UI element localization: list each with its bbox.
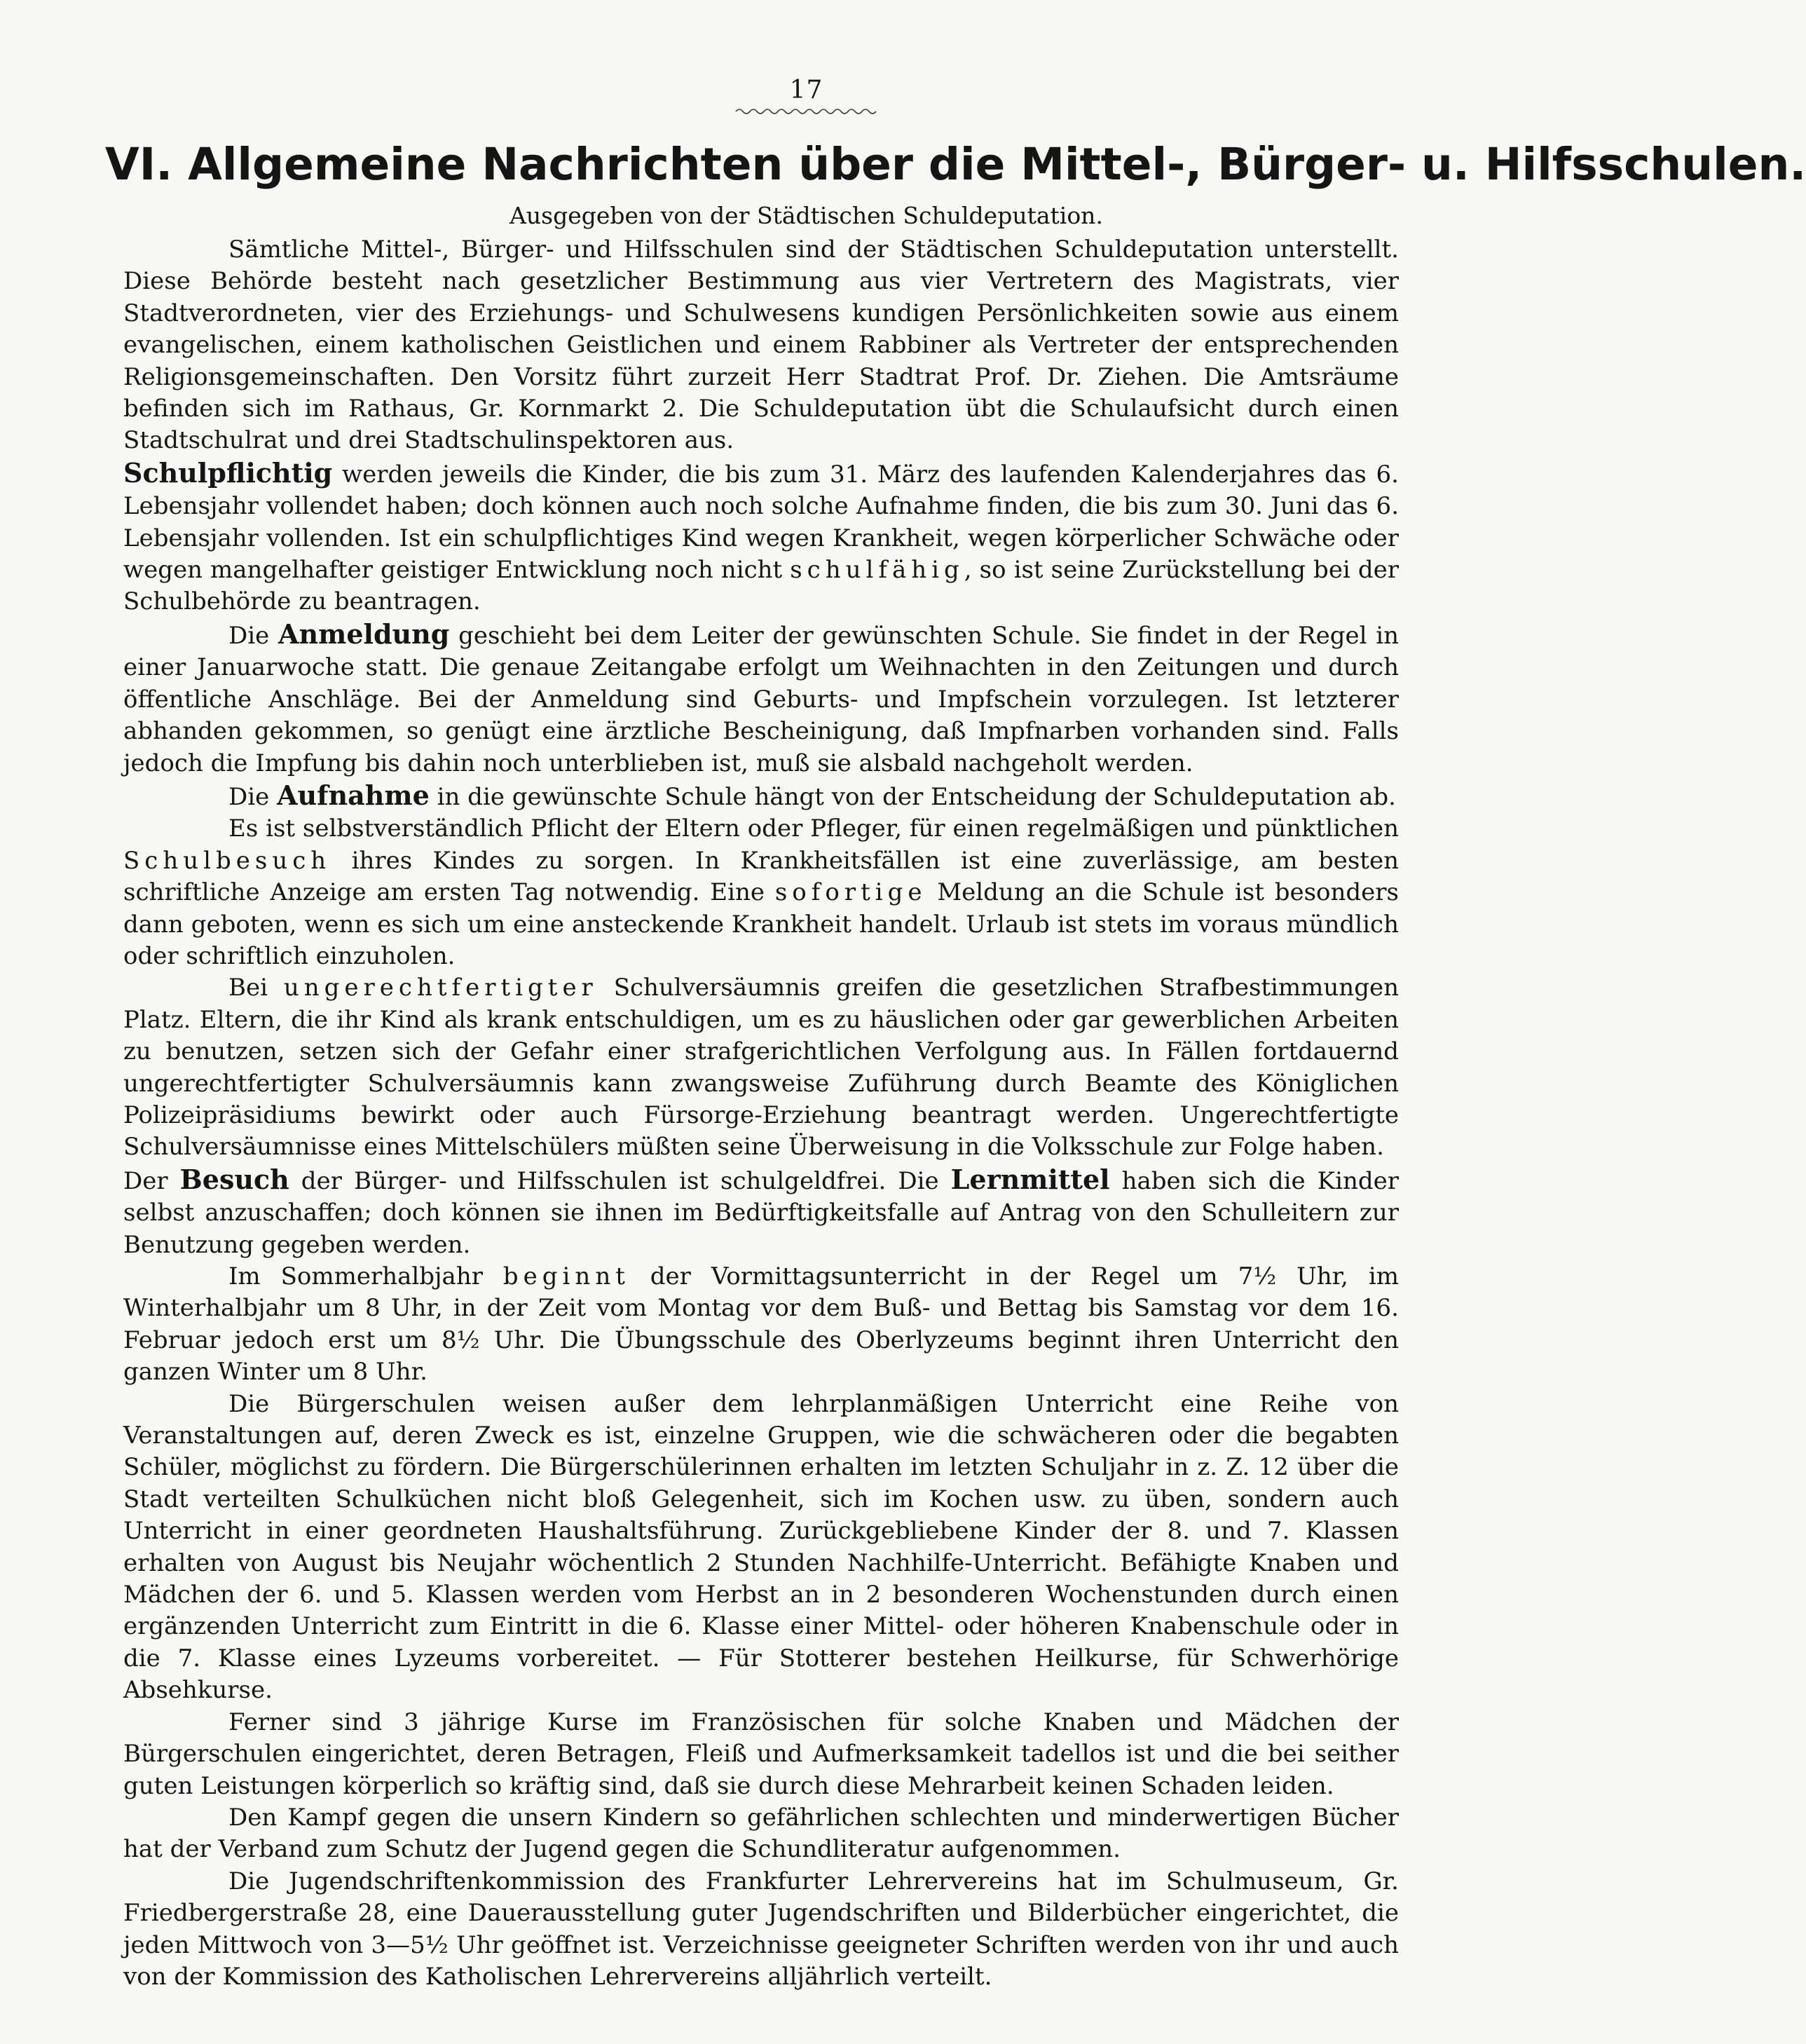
paragraph-text: Die — [228, 621, 279, 650]
paragraph-text: der Vormittagsunterricht in der Regel um 7½ Uhr, im Winterhalbjahr um 8 Uhr, in der Zeit vom Montag vor dem Buß- und Bettag bis Samstag vor dem 16. Februar jedoch erst um 8½ Uhr. Die Übungsschule des Oberlyzeums beginnt ihren Unterricht den ganzen Winter um 8 Uhr. — [123, 1262, 1399, 1386]
paragraph-text: Der — [123, 1166, 180, 1195]
paragraph-text: Es ist selbstverständlich Pflicht der Eltern oder Pfleger, für einen regelmäßigen und pünktlichen — [228, 815, 1399, 843]
paragraph-text: Bei — [228, 974, 284, 1002]
spaced-term: ungerechtfertigter — [283, 974, 598, 1002]
wavy-rule-ornament — [736, 107, 876, 116]
lead-term-schulpflichtig: Schulpflichtig — [123, 456, 333, 489]
paragraph-text: , so ist seine Zurückstellung bei der Schulbehörde zu beantragen. — [123, 556, 1399, 616]
paragraph-fees — [123, 1164, 1399, 1261]
lead-term-anmeldung: Anmeldung — [278, 618, 450, 650]
paragraph-authority: Sämtliche Mittel-, Bürger- und Hilfsschulen sind der Städtischen Schuldeputation unterstellt. Diese Behörde besteht nach gesetzlicher Bestimmung aus vier Vertretern des Magistrats, vier Stadtverordneten, vier des Erziehungs- und Schulwesens kundigen Persönlichkeiten sowie aus einem evangelischen, einem katholischen Geistlichen und einem Rabbiner als Vertreter der entsprechenden Religionsgemeinschaften. Den Vorsitz führt zurzeit Herr Stadtrat Prof. Dr. Ziehen. Die Amtsräume befinden sich im Rathaus, Gr. Kornmarkt 2. Die Schuldeputation übt die Schulaufsicht durch einen Stadtschulrat und drei Stadtschulinspektoren aus. — [123, 236, 1399, 455]
paragraph-text: Die — [228, 782, 278, 811]
spaced-term: beginnt — [502, 1262, 630, 1290]
paragraph-text: der Bürger- und Hilfsschulen ist schulgeldfrei. Die — [289, 1166, 951, 1195]
paragraph-text: Im Sommerhalbjahr — [228, 1262, 503, 1290]
body-text — [123, 234, 1399, 1993]
spaced-term: Schulbesuch — [123, 846, 331, 875]
paragraph-text: werden jeweils die Kinder, die bis zum 31. März des laufenden Kalenderjahres das 6. Lebensjahr vollendet haben; doch können auch noch solche Aufnahme finden, die bis zum 30. Juni das 6. Lebensjahr vollenden. Ist ein schulpflichtiges Kind wegen Krankheit, wegen körperlicher Schwäche oder wegen mangelhafter geistiger Entwicklung noch nicht — [123, 460, 1399, 585]
paragraph-literature: Den Kampf gegen die unsern Kindern so gefährlichen schlechten und minderwertigen Bücher hat der Verband zum Schutz der Jugend gegen die Schundliteratur aufgenommen. — [123, 1803, 1399, 1864]
paragraph-attendance — [123, 813, 1399, 972]
paragraph-text: haben sich die Kinder selbst anzuschaffen; doch können sie ihnen im Bedürftigkeitsfalle auf Antrag von den Schulleitern zur Benutzung gegeben werden. — [123, 1166, 1399, 1259]
paragraph-text: Schulversäumnis greifen die gesetzlichen Strafbestimmungen Platz. Eltern, die ihr Kind als krank entschuldigen, um es zu häuslichen oder gar gewerblichen Arbeiten zu benutzen, setzen sich der Gefahr einer strafgerichtlichen Verfolgung aus. In Fällen fortdauernd ungerechtfertigter Schulversäumnis kann zwangsweise Zuführung durch Beamte des Königlichen Polizeipräsidiums bewirkt oder auch Fürsorge-Erziehung beantragt werden. Ungerechtfertigte Schulversäumnisse eines Mittelschülers müßten seine Überweisung in die Volksschule zur Folge haben. — [123, 974, 1399, 1161]
paragraph-youth-books: Die Jugendschriftenkommission des Frankfurter Lehrervereins hat im Schulmuseum, Gr. Friedbergerstraße 28, eine Dauerausstellung guter Jugendschriften und Bilderbücher eingerichtet, die jeden Mittwoch von 3—5½ Uhr geöffnet ist. Verzeichnisse geeigneter Schriften werden von ihr und auch von der Kommission des Katholischen Lehrervereins alljährlich verteilt. — [123, 1867, 1399, 1991]
spaced-term: schulfähig — [790, 556, 964, 585]
lead-term-lernmittel: Lernmittel — [950, 1163, 1110, 1195]
spaced-term: sofortige — [774, 878, 927, 907]
page-number: 17 — [789, 76, 823, 104]
paragraph-text: Meldung an die Schule ist besonders dann geboten, wenn es sich um eine ansteckende Krankheit handelt. Urlaub ist stets im voraus mündlich oder schriftlich einzuholen. — [123, 878, 1399, 970]
lead-term-aufnahme: Aufnahme — [277, 779, 430, 811]
section-title: VI. Allgemeine Nachrichten über die Mittel-, Bürger- u. Hilfsschulen. — [105, 139, 1806, 190]
paragraph-school-age — [123, 457, 1399, 618]
paragraph-text: ihres Kindes zu sorgen. In Krankheitsfällen ist eine zuverlässige, am besten schriftliche Anzeige am ersten Tag notwendig. Eine — [123, 846, 1399, 907]
paragraph-registration — [123, 618, 1399, 779]
paragraph-french-courses: Ferner sind 3 jährige Kurse im Französischen für solche Knaben und Mädchen der Bürgerschulen eingerichtet, deren Betragen, Fleiß und Aufmerksamkeit tadellos ist und die bei seither guten Leistungen körperlich so kräftig sind, daß sie durch diese Mehrarbeit keinen Schaden leiden. — [123, 1708, 1399, 1800]
paragraph-text: in die gewünschte Schule hängt von der Entscheidung der Schuldeputation ab. — [429, 782, 1396, 811]
paragraph-admission — [123, 779, 1399, 813]
paragraph-text: geschieht bei dem Leiter der gewünschten Schule. Sie findet in der Regel in einer Januarwoche statt. Die genaue Zeitangabe erfolgt um Weihnachten in den Zeitungen und durch öffentliche Anschläge. Bei der Anmeldung sind Geburts- und Impfschein vorzulegen. Ist letzterer abhanden gekommen, so genügt eine ärztliche Bescheinigung, daß Impfnarben vorhanden sind. Falls jedoch die Impfung bis dahin noch unterblieben ist, muß sie alsbald nachgeholt werden. — [123, 621, 1399, 777]
paragraph-hours — [123, 1261, 1399, 1389]
paragraph-programs: Die Bürgerschulen weisen außer dem lehrplanmäßigen Unterricht eine Reihe von Veranstaltungen auf, deren Zweck es ist, einzelne Gruppen, wie die schwächeren oder die begabten Schüler, möglichst zu fördern. Die Bürgerschülerinnen erhalten im letzten Schuljahr in z. Z. 12 über die Stadt verteilten Schulküchen nicht bloß Gelegenheit, sich im Kochen usw. zu üben, sondern auch Unterricht in einer geordneten Haushaltsführung. Zurückgebliebene Kinder der 8. und 7. Klassen erhalten von August bis Neujahr wöchentlich 2 Stunden Nachhilfe-Unterricht. Befähigte Knaben und Mädchen der 6. und 5. Klassen werden vom Herbst an in 2 besonderen Wochenstunden durch einen ergänzenden Unterricht zum Eintritt in die 6. Klasse einer Mittel- oder höheren Knabenschule oder in die 7. Klasse eines Lyzeums vorbereitet. — Für Stotterer bestehen Heilkurse, für Schwerhörige Absehkurse. — [123, 1389, 1399, 1705]
lead-term-besuch: Besuch — [179, 1163, 289, 1195]
paragraph-absence — [123, 972, 1399, 1163]
section-subtitle: Ausgegeben von der Städtischen Schuldeputation. — [509, 202, 1103, 229]
